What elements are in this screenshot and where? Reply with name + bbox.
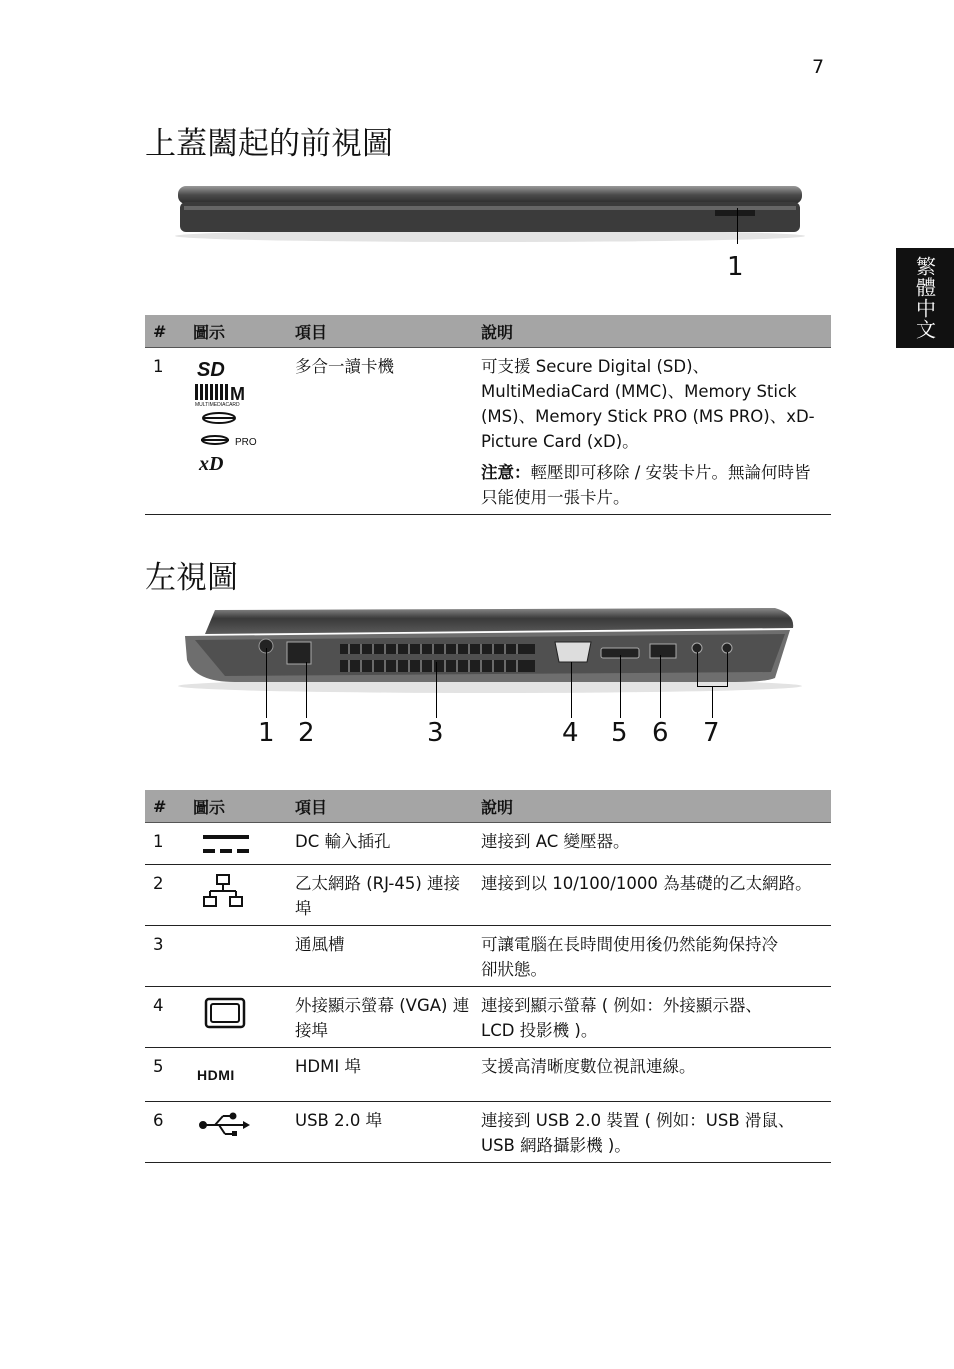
header-num: # [145, 790, 189, 823]
svg-text:PRO: PRO [235, 437, 257, 448]
usb-icon [189, 1102, 291, 1163]
left-view-table [145, 790, 831, 1163]
ethernet-icon [189, 865, 291, 926]
callout-3: 3 [427, 718, 444, 748]
card-reader-logos-icon [189, 348, 291, 515]
laptop-front-illustration [170, 180, 810, 250]
front-view-title: 上蓋闔起的前視圖 [145, 126, 393, 162]
callout-6: 6 [652, 718, 669, 748]
callout-7: 7 [703, 718, 720, 748]
card-reader-description: 可支援 Secure Digital (SD)、MultiMediaCard (MMC)、Memory Stick (MS)、Memory Stick PRO (MS PRO)、xD-Picture Card (xD)。 [481, 357, 815, 451]
vga-icon [189, 987, 291, 1048]
header-icon: 圖示 [189, 315, 291, 348]
callout-1: 1 [727, 252, 744, 282]
callout-2: 2 [298, 718, 315, 748]
header-desc: 說明 [477, 315, 831, 348]
language-tab: 繁體中文 [896, 248, 954, 348]
table-row: 1 DC 輸入插孔 連接到 AC 變壓器。 [145, 823, 831, 865]
table-row: 3 通風槽 可讓電腦在長時間使用後仍然能夠保持冷卻狀態。 [145, 926, 831, 987]
svg-text:MULTIMEDIACARD: MULTIMEDIACARD [195, 402, 240, 408]
header-desc: 說明 [477, 790, 831, 823]
dc-in-icon [189, 823, 291, 865]
header-item: 項目 [291, 315, 477, 348]
svg-text:SD: SD [197, 359, 225, 381]
callout-4: 4 [562, 718, 579, 748]
svg-text:HDMI: HDMI [197, 1067, 235, 1083]
header-item: 項目 [291, 790, 477, 823]
card-reader-note: 注意：輕壓即可移除 / 安裝卡片。無論何時皆只能使用一張卡片。 [481, 463, 811, 507]
callout-1: 1 [258, 718, 275, 748]
table-row: 2 乙太網路 (RJ-45) 連接埠 連接到以 10/100/1000 為基礎的乙太網路。 [145, 865, 831, 926]
left-view-title: 左視圖 [145, 560, 238, 596]
header-icon: 圖示 [189, 790, 291, 823]
page-number: 7 [812, 56, 825, 78]
laptop-left-illustration [175, 600, 805, 698]
svg-text:M: M [230, 384, 245, 404]
hdmi-icon [189, 1048, 291, 1102]
header-num: # [145, 315, 189, 348]
table-row: 6 USB 2.0 埠 連接到 USB 2.0 裝置 ( 例如：USB 滑鼠、USB 網路攝影機 )。 [145, 1102, 831, 1163]
table-row: 1 SD M MULTIMEDIACARD PRO xD 多合一讀卡機 可支援 Secure Digital (SD)、MultiMediaCard (MMC)、Memory Stick (MS)、Memory Stick PRO (MS PRO)、xD-Picture Card (xD)。 注意：輕壓即可移除 / 安裝卡片。無論何時皆只能使用一張卡片。 [145, 348, 831, 515]
table-row: 4 外接顯示螢幕 (VGA) 連接埠 連接到顯示螢幕 ( 例如：外接顯示器、LCD 投影機 )。 [145, 987, 831, 1048]
callout-5: 5 [611, 718, 628, 748]
table-row: 5 HDMI HDMI 埠 支援高清晰度數位視訊連線。 [145, 1048, 831, 1102]
front-view-table [145, 315, 831, 515]
svg-text:xD: xD [199, 453, 224, 474]
